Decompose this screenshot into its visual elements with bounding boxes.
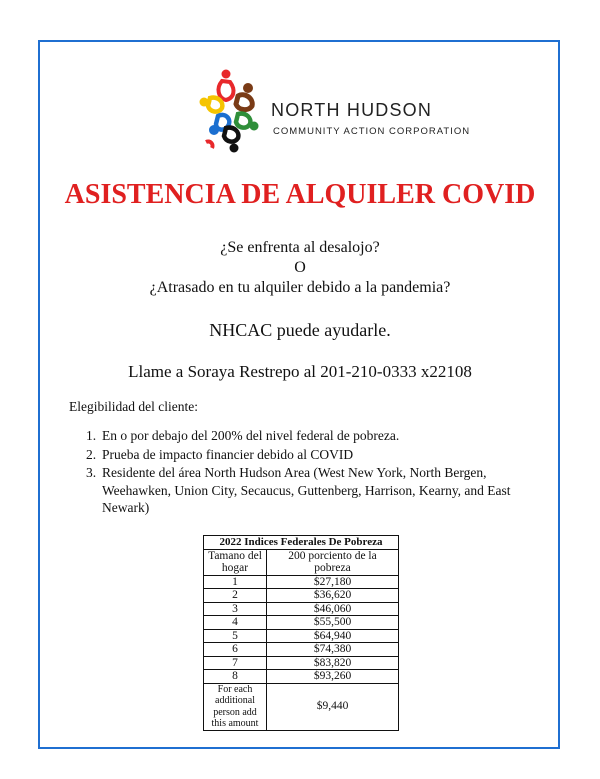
table-row bbox=[204, 629, 399, 643]
table-row bbox=[204, 589, 399, 603]
column-header-size: Tamano del hogar bbox=[204, 549, 267, 575]
table-title: 2022 Indices Federales De Pobreza bbox=[204, 536, 399, 550]
amount-cell: $64,940 bbox=[267, 629, 399, 643]
size-cell: 6 bbox=[204, 643, 267, 657]
size-cell: 5 bbox=[204, 629, 267, 643]
list-number: 3. bbox=[86, 465, 97, 480]
amount-cell: $83,820 bbox=[267, 656, 399, 670]
table-row bbox=[204, 616, 399, 630]
question-rent-behind: ¿Atrasado en tu alquiler debido a la pandemia? bbox=[149, 279, 451, 296]
size-cell: 4 bbox=[204, 616, 267, 630]
question-eviction: ¿Se enfrenta al desalojo? bbox=[220, 239, 380, 256]
list-text: Prueba de impacto financier debido al COVID bbox=[102, 446, 354, 462]
amount-cell: $93,260 bbox=[267, 670, 399, 684]
list-text: En o por debajo del 200% del nivel federal de pobreza. bbox=[102, 428, 400, 443]
call-line: Llame a Soraya Restrepo al 201-210-0333 x22108 bbox=[128, 362, 472, 381]
amount-cell: $27,180 bbox=[267, 575, 399, 589]
amount-cell: $46,060 bbox=[267, 602, 399, 616]
column-header-amount: 200 porciento de la pobreza bbox=[267, 549, 399, 575]
size-cell: 8 bbox=[204, 670, 267, 684]
additional-person-amount: $9,440 bbox=[267, 683, 399, 730]
flyer-title: ASISTENCIA DE ALQUILER COVID bbox=[64, 179, 536, 210]
list-number: 2. bbox=[86, 446, 97, 462]
list-item bbox=[86, 427, 516, 445]
size-cell: 7 bbox=[204, 656, 267, 670]
table-row bbox=[204, 575, 399, 589]
eligibility-list bbox=[86, 427, 516, 518]
people-circle-logo-icon bbox=[198, 68, 268, 158]
table-row bbox=[204, 656, 399, 670]
eligibility-heading: Elegibilidad del cliente: bbox=[69, 399, 198, 414]
additional-person-label: For each additional person add this amount bbox=[204, 683, 267, 730]
org-subtitle: COMMUNITY ACTION CORPORATION bbox=[273, 126, 471, 137]
poverty-table bbox=[203, 535, 399, 731]
table-row bbox=[204, 643, 399, 657]
size-cell: 3 bbox=[204, 602, 267, 616]
help-line: NHCAC puede ayudarle. bbox=[209, 320, 391, 340]
size-cell: 1 bbox=[204, 575, 267, 589]
org-name: NORTH HUDSON bbox=[271, 100, 433, 120]
size-cell: 2 bbox=[204, 589, 267, 603]
question-or: O bbox=[294, 259, 306, 276]
table-row bbox=[204, 602, 399, 616]
table-row bbox=[204, 683, 399, 730]
amount-cell: $55,500 bbox=[267, 616, 399, 630]
table-row bbox=[204, 670, 399, 684]
list-item bbox=[86, 464, 516, 517]
list-number: 1. bbox=[86, 428, 97, 443]
amount-cell: $36,620 bbox=[267, 589, 399, 603]
list-item bbox=[86, 446, 516, 464]
amount-cell: $74,380 bbox=[267, 643, 399, 657]
list-text: Residente del área North Hudson Area (West New York, North Bergen, Weehawken, Union City, Secaucus, Guttenberg, Harrison, Kearny, and East Newark) bbox=[102, 465, 511, 515]
